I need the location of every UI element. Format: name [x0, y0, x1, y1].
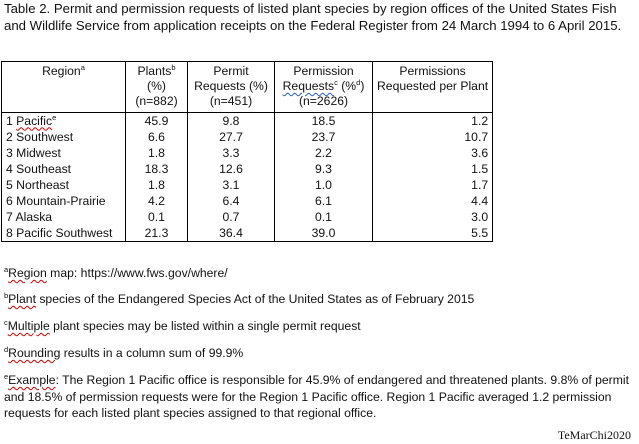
header-plants-line2: (%) — [147, 79, 166, 93]
cell-region — [2, 161, 126, 177]
header-plants-line3: (n=882) — [135, 94, 178, 108]
header-permission — [275, 62, 373, 113]
header-plants-sup: b — [171, 62, 176, 72]
data-table — [1, 61, 493, 242]
cell-plants: 1.8 — [126, 177, 188, 193]
header-permission-sup-d: d — [356, 77, 361, 87]
cell-permit: 6.4 — [188, 193, 275, 209]
footnote-b-mark: b — [4, 290, 9, 300]
footnote-d-lead: Rounding — [8, 346, 61, 360]
header-plants — [126, 62, 188, 113]
cell-region — [2, 113, 126, 130]
header-per-plant-line2: Requested per Plant — [377, 79, 489, 93]
header-plants-line1: Plants — [137, 64, 172, 78]
region-number: 7 — [6, 209, 13, 224]
cell-region — [2, 129, 126, 145]
footnote-c — [4, 318, 632, 334]
header-region — [2, 62, 126, 113]
footnote-c-lead: Multiple — [7, 319, 50, 333]
cell-permit: 3.3 — [188, 145, 275, 161]
cell-region — [2, 177, 126, 193]
footnote-b — [4, 291, 632, 307]
table-body — [2, 113, 493, 242]
region-name: Southwest — [16, 129, 74, 144]
cell-permission: 6.1 — [275, 193, 373, 209]
table-row — [2, 209, 493, 225]
header-permit — [188, 62, 275, 113]
cell-plants: 4.2 — [126, 193, 188, 209]
header-permission-pct-close: ) — [360, 79, 365, 93]
cell-permission: 23.7 — [275, 129, 373, 145]
cell-permit: 0.7 — [188, 209, 275, 225]
cell-permit: 27.7 — [188, 129, 275, 145]
cell-permission: 0.1 — [275, 209, 373, 225]
footnote-e — [4, 372, 632, 422]
footnote-e-mark: e — [4, 371, 9, 381]
footnote-c-text: plant species may be listed within a single permit request — [49, 319, 361, 333]
table-row — [2, 145, 493, 161]
cell-plants: 6.6 — [126, 129, 188, 145]
table-row — [2, 225, 493, 242]
table-row — [2, 113, 493, 130]
header-permit-line2: Requests (%) — [194, 79, 268, 93]
region-name: Northeast — [16, 177, 70, 192]
header-permission-sup-c: c — [334, 77, 338, 87]
cell-region — [2, 145, 126, 161]
footnote-e-text: : The Region 1 Pacific office is responsible for 45.9% of endangered and threatened plants. 9.8% of permit and 18.5% of permission requests were for the Region 1 Pacific office. Region 1 Pacific averaged 1.2 permission requests for each listed plant species assigned to that regional office. — [4, 373, 629, 420]
region-name: Pacific Southwest — [16, 225, 113, 240]
cell-per-plant: 3.6 — [373, 145, 493, 161]
header-per-plant — [373, 62, 493, 113]
footnote-c-mark: c — [4, 317, 8, 327]
region-number: 6 — [6, 193, 13, 208]
cell-permit: 36.4 — [188, 225, 275, 242]
footnote-e-lead: Example — [8, 373, 56, 387]
region-number: 5 — [6, 177, 13, 192]
header-region-sup: a — [80, 62, 85, 72]
region-number: 8 — [6, 225, 13, 240]
table-row — [2, 161, 493, 177]
region-name: Southeast — [16, 161, 72, 176]
footnote-b-lead: Plant — [8, 292, 36, 306]
footnote-d-mark: d — [4, 344, 9, 354]
cell-permission: 18.5 — [275, 113, 373, 130]
cell-plants: 21.3 — [126, 225, 188, 242]
region-number: 3 — [6, 145, 13, 160]
region-number: 2 — [6, 129, 13, 144]
header-permit-line3: (n=451) — [209, 94, 253, 108]
cell-per-plant: 5.5 — [373, 225, 493, 242]
author-signature: TeMarChi2020 — [557, 428, 631, 442]
region-name: Mountain-Prairie — [16, 193, 106, 208]
cell-permit: 12.6 — [188, 161, 275, 177]
cell-plants: 18.3 — [126, 161, 188, 177]
table-caption: Table 2. Permit and permission requests of listed plant species by region offices of the United States Fish and Wildlife Service from application receipts on the Federal Register from 24 March 1994 to 6 April 2015. — [4, 1, 622, 33]
cell-per-plant: 10.7 — [373, 129, 493, 145]
cell-permission: 1.0 — [275, 177, 373, 193]
cell-region — [2, 225, 126, 242]
cell-per-plant: 1.5 — [373, 161, 493, 177]
cell-permit: 9.8 — [188, 113, 275, 130]
header-permission-line3: (n=2626) — [298, 94, 349, 108]
table-row — [2, 129, 493, 145]
cell-region — [2, 193, 126, 209]
header-permission-requests: Requests — [282, 79, 335, 93]
region-name: Alaska — [15, 209, 53, 224]
cell-permit: 3.1 — [188, 177, 275, 193]
cell-permission: 9.3 — [275, 161, 373, 177]
region-footnote-mark: e — [52, 112, 57, 122]
region-name: Pacific — [16, 113, 53, 128]
header-permission-pct-open: (% — [337, 79, 357, 93]
header-row — [2, 62, 493, 113]
table-row — [2, 193, 493, 209]
table-row — [2, 177, 493, 193]
footnote-b-text: species of the Endangered Species Act of the United States as of February 2015 — [35, 292, 475, 306]
region-number: 4 — [6, 161, 13, 176]
header-per-plant-line1: Permissions — [399, 64, 466, 78]
footnote-d-text: results in a column sum of 99.9% — [60, 346, 244, 360]
footnote-a-mark: a — [4, 264, 9, 274]
cell-region — [2, 209, 126, 225]
cell-permission: 39.0 — [275, 225, 373, 242]
footnote-a-lead: Region — [8, 266, 47, 280]
cell-plants: 1.8 — [126, 145, 188, 161]
footnote-a — [4, 265, 632, 281]
cell-per-plant: 4.4 — [373, 193, 493, 209]
region-name: Midwest — [16, 145, 61, 160]
header-permission-line1: Permission — [293, 64, 354, 78]
cell-per-plant: 1.2 — [373, 113, 493, 130]
cell-per-plant: 1.7 — [373, 177, 493, 193]
cell-permission: 2.2 — [275, 145, 373, 161]
header-region-label: Region — [42, 64, 81, 78]
cell-plants: 0.1 — [126, 209, 188, 225]
region-number: 1 — [6, 113, 13, 128]
footnote-d — [4, 345, 632, 361]
cell-plants: 45.9 — [126, 113, 188, 130]
header-permit-line1: Permit — [213, 64, 249, 78]
footnote-a-text: map: https://www.fws.gov/where/ — [46, 266, 228, 280]
cell-per-plant: 3.0 — [373, 209, 493, 225]
